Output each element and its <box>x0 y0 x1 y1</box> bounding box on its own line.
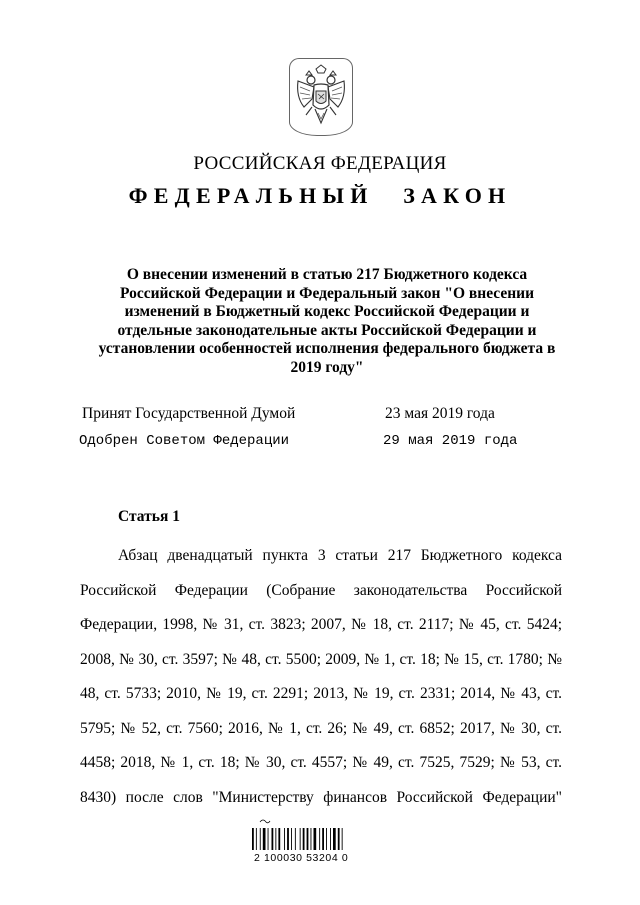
article-heading: Статья 1 <box>118 508 180 525</box>
barcode-bar <box>303 828 305 850</box>
barcode-bar <box>326 828 327 850</box>
barcode-bar <box>322 828 324 850</box>
approved-date: 29 мая 2019 года <box>383 433 518 449</box>
coat-of-arms-icon <box>294 63 348 131</box>
law-type-heading: ФЕДЕРАЛЬНЫЙ ЗАКОН <box>128 183 512 208</box>
barcode-image <box>250 818 360 852</box>
barcode-bar <box>311 828 312 850</box>
barcode-bar <box>342 828 343 850</box>
barcode-bar <box>256 828 257 850</box>
barcode <box>250 818 360 878</box>
barcode-bar <box>260 828 261 850</box>
barcode-bar <box>314 828 317 850</box>
coat-of-arms-frame <box>289 58 353 136</box>
adopted-label: Принят Государственной Думой <box>82 405 296 422</box>
barcode-number: 2 100030 53204 0 <box>254 852 349 864</box>
barcode-bar <box>275 828 276 850</box>
barcode-bar <box>268 828 269 850</box>
barcode-bar <box>319 828 320 850</box>
barcode-bar <box>272 828 274 850</box>
barcode-bar <box>300 828 301 850</box>
barcode-bar <box>252 828 254 850</box>
barcode-bar <box>278 828 280 850</box>
barcode-bar <box>291 828 292 850</box>
law-title: О внесении изменений в статью 217 Бюджетного кодекса Российской Федерации и Федеральный закон "О внесении изменений в Бюджетный кодекс Российской Федерации и отдельные законодательные акты Российской Федерации и установлении особенностей исполнения федерального бюджета в 2019 году" <box>98 266 556 376</box>
adopted-date: 23 мая 2019 года <box>385 405 495 422</box>
article-text: Абзац двенадцатый пункта 3 статьи 217 Бюджетного кодекса Российской Федерации (Собрание законодательства Российской Федерации, 1998, № 31, ст. 3823; 2007, № 18, ст. 2117; № 45, ст. 5424; 2008, № 30, ст. 3597; № 48, ст. 5500; 2009, № 1, ст. 18; № 15, ст. 1780; № 48, ст. 5733; 2010, № 19, ст. 2291; 2013, № 19, ст. 2331; 2014, № 43, ст. 5795; № 52, ст. 7560; 2016, № 1, ст. 26; № 49, ст. 6852; 2017, № 30, ст. 4458; 2018, № 1, ст. 18; № 30, ст. 4557; № 49, ст. 7525, 7529; № 53, ст. 8430) после слов "Министерству финансов Российской Федерации" <box>80 547 562 806</box>
barcode-bar <box>307 828 309 850</box>
barcode-bar <box>338 828 340 850</box>
approved-label: Одобрен Советом Федерации <box>79 433 290 449</box>
barcode-bar <box>263 828 266 850</box>
barcode-bar <box>284 828 285 850</box>
barcode-bar <box>333 828 336 850</box>
country-heading: РОССИЙСКАЯ ФЕДЕРАЦИЯ <box>193 153 447 174</box>
barcode-bar <box>287 828 289 850</box>
barcode-bar <box>295 828 296 850</box>
barcode-bar <box>330 828 331 850</box>
